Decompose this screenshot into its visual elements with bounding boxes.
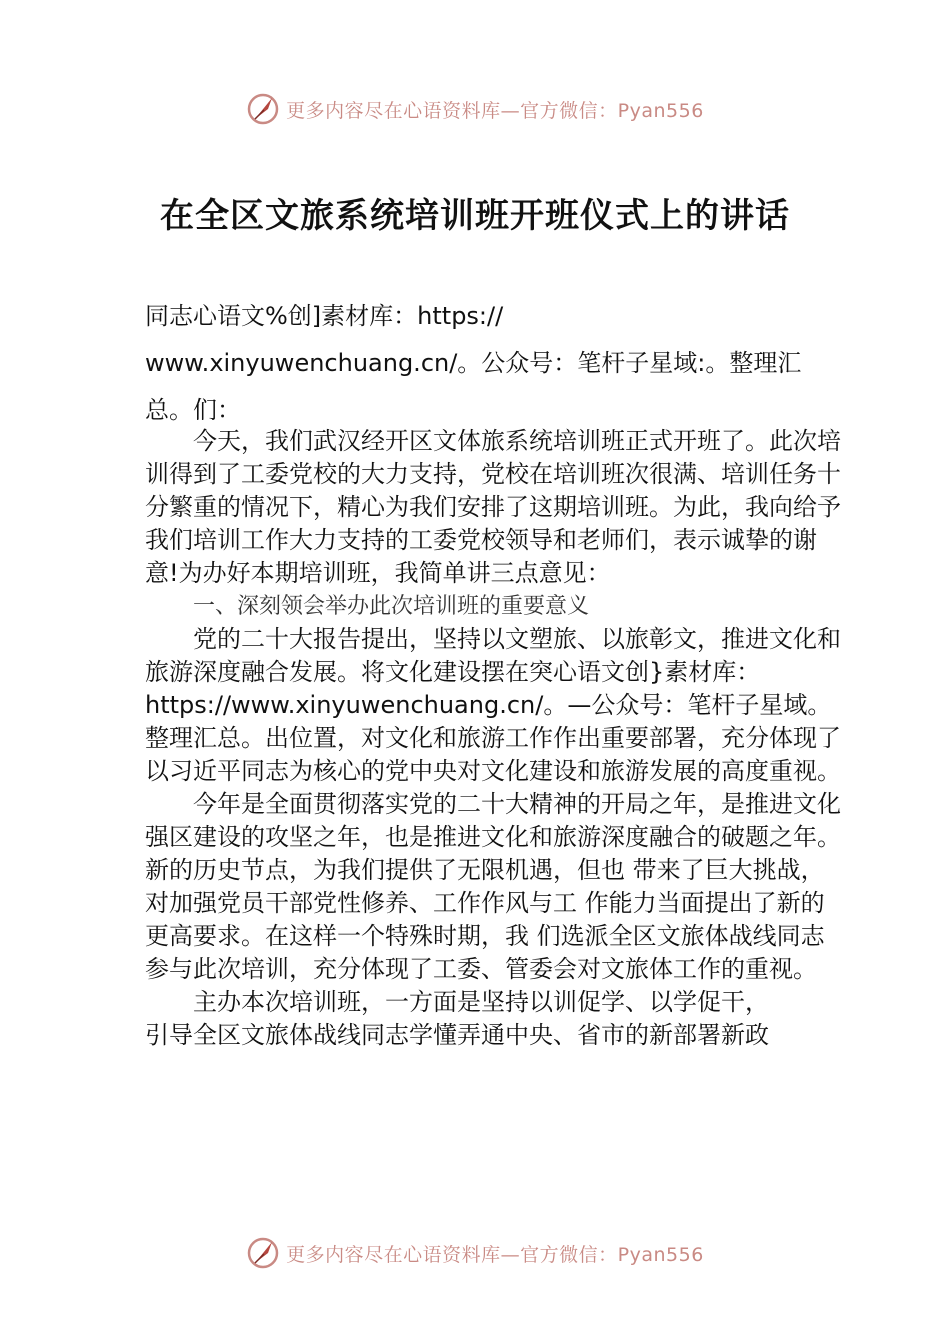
watermark-banner-top — [0, 89, 950, 129]
paragraph: 党的二十大报告提出，坚持以文塑旅、以旅彰文，推进文化和旅游深度融合发展。将文化建设摆在突心语文创}素材库：https://www.xinyuwenchuang.cn/。—公众号：笔杆子星域。整理汇总。出位置，对文化和旅游工作作出重要部署，充分体现了以习近平同志为核心的党中央对文化建设和旅游发展的高度重视。 — [145, 625, 841, 785]
quill-logo-icon — [246, 92, 280, 126]
watermark-text: 更多内容尽在心语资料库—官方微信：Pyan556 — [286, 1243, 704, 1266]
watermark-banner-bottom — [0, 1233, 950, 1273]
document-body — [145, 425, 845, 1052]
intro-line: 同志心语文%创]素材库：https:// — [145, 302, 504, 330]
paragraph: 今年是全面贯彻落实党的二十大精神的开局之年，是推进文化强区建设的攻坚之年，也是推进文化和旅游深度融合的破题之年。新的历史节点，为我们提供了无限机遇，但也 带来了巨大挑战，对加强党员干部党性修养、工作作风与工 作能力当面提出了新的更高要求。在这样一个特殊时期，我 们选派全区文旅体战线同志参与此次培训，充分体现了工委、管委会对文旅体工作的重视。 — [145, 790, 841, 983]
paragraph: 今天，我们武汉经开区文体旅系统培训班正式开班了。此次培训得到了工委党校的大力支持，党校在培训班次很满、培训任务十分繁重的情况下，精心为我们安排了这期培训班。为此，我向给予我们培训工作大力支持的工委党校领导和老师们，表示诚挚的谢意!为办好本期培训班，我简单讲三点意见： — [145, 427, 841, 587]
document-title: 在全区文旅系统培训班开班仪式上的讲话 — [160, 196, 790, 236]
paragraph-continued: 引导全区文旅体战线同志学懂弄通中央、省市的新部署新政 — [145, 1021, 769, 1049]
watermark-text: 更多内容尽在心语资料库—官方微信：Pyan556 — [286, 99, 704, 122]
quill-logo-icon — [246, 1236, 280, 1270]
section-heading: 一、深刻领会举办此次培训班的重要意义 — [193, 594, 590, 619]
intro-block — [145, 293, 845, 434]
intro-line: www.xinyuwenchuang.cn/。公众号：笔杆子星域:。整理汇 — [145, 349, 802, 377]
intro-line: 总。们： — [145, 396, 241, 424]
paragraph: 主办本次培训班，一方面是坚持以训促学、以学促干， — [193, 988, 769, 1016]
